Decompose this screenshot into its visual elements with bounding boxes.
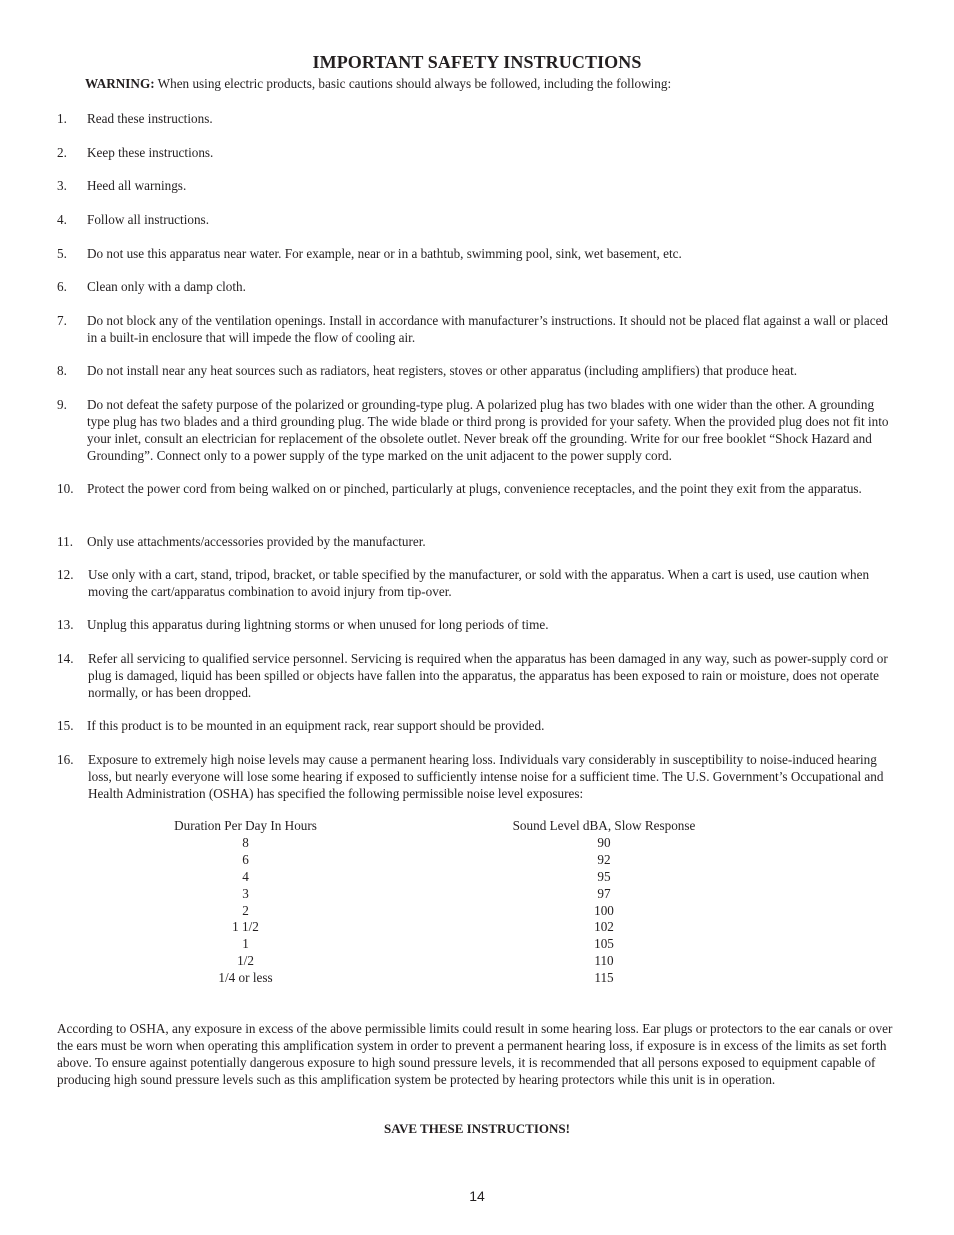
table-cell: 4 (242, 868, 249, 884)
list-item (57, 312, 899, 346)
list-item (57, 211, 899, 228)
closing-paragraph: According to OSHA, any exposure in excess of the above permissible limits could result in some hearing loss. Ear plugs or protectors to the ear canals or over the ears must be worn when operating this amplification system in order to prevent a permanent hearing loss, if exposure is in excess of the limits as set forth above. To ensure against potentially dangerous exposure to high sound pressure levels, it is recommended that all persons exposed to equipment capable of producing high sound pressure levels such as this amplification system be protected by hearing protectors while this unit is in operation. (57, 1021, 893, 1087)
table-cell: 6 (242, 851, 249, 867)
item-text: Protect the power cord from being walked on or pinched, particularly at plugs, convenience receptacles, and the point they exit from the apparatus. (87, 481, 862, 496)
page-title: IMPORTANT SAFETY INSTRUCTIONS (312, 52, 642, 72)
item-number: 15. (57, 718, 74, 733)
item-number: 16. (57, 752, 74, 767)
column-header: Sound Level dBA, Slow Response (512, 818, 696, 833)
item-text: Unplug this apparatus during lightning storms or when unused for long periods of time. (87, 617, 549, 632)
list-item (57, 751, 899, 802)
table-cell: 100 (594, 902, 614, 918)
warning-line (85, 76, 671, 92)
list-item (57, 480, 899, 497)
item-number: 12. (57, 567, 74, 582)
item-text: Do not use this apparatus near water. For example, near or in a bathtub, swimming pool, sink, wet basement, etc. (87, 246, 682, 261)
table-cell: 1/2 (237, 953, 254, 969)
table-cell: 92 (597, 851, 611, 867)
item-number: 8. (57, 363, 67, 378)
table-cell: 3 (242, 885, 249, 901)
list-item (57, 144, 899, 161)
item-number: 11. (57, 534, 73, 549)
item-text: Read these instructions. (87, 111, 213, 126)
table-cell: 90 (597, 834, 611, 850)
list-item (57, 566, 899, 600)
item-text: If this product is to be mounted in an equipment rack, rear support should be provided. (87, 718, 545, 733)
save-instructions-note: SAVE THESE INSTRUCTIONS! (384, 1121, 570, 1136)
list-item (57, 616, 899, 633)
warning-text: When using electric products, basic cautions should always be followed, including the following: (154, 76, 672, 91)
list-item (57, 362, 899, 379)
item-text: Exposure to extremely high noise levels may cause a permanent hearing loss. Individuals vary considerably in susceptibility to noise-induced hearing loss, but nearly everyone will lose some hearing if exposed to sufficiently intense noise for a sufficient time. The U.S. Government’s Occupational and Health Administration (OSHA) has specified the following permissible noise level exposures: (88, 752, 884, 801)
table-cell: 95 (597, 868, 611, 884)
column-header: Duration Per Day In Hours (174, 818, 317, 833)
table-cell: 2 (242, 902, 249, 918)
table-cell: 97 (597, 885, 611, 901)
table-cell: 1 (242, 936, 249, 952)
item-number: 13. (57, 617, 74, 632)
list-item (57, 278, 899, 295)
item-number: 5. (57, 246, 67, 261)
item-text: Clean only with a damp cloth. (87, 279, 246, 294)
item-text: Follow all instructions. (87, 212, 209, 227)
list-item (57, 245, 899, 262)
item-number: 14. (57, 651, 74, 666)
item-number: 3. (57, 178, 67, 193)
item-text: Keep these instructions. (87, 145, 214, 160)
list-item (57, 396, 899, 464)
item-text: Heed all warnings. (87, 178, 187, 193)
item-text: Do not install near any heat sources such as radiators, heat registers, stoves or other apparatus (including amplifiers) that produce heat. (87, 363, 798, 378)
list-item (57, 717, 899, 734)
item-text: Do not block any of the ventilation openings. Install in accordance with manufacturer’s instructions. It should not be placed flat against a wall or placed in a built-in enclosure that will impede the flow of cooling air. (87, 313, 889, 345)
item-text: Refer all servicing to qualified service personnel. Servicing is required when the apparatus has been damaged in any way, such as power-supply cord or plug is damaged, liquid has been spilled or objects have fallen into the apparatus, the apparatus has been exposed to rain or moisture, does not operate normally, or has been dropped. (88, 651, 888, 700)
item-text: Do not defeat the safety purpose of the polarized or grounding-type plug. A polarized plug has two blades with one wider than the other. A grounding type plug has two blades and a third grounding plug. The wide blade or third prong is provided for your safety. When the provided plug does not fit into your inlet, consult an electrician for replacement of the obsolete outlet. Never break off the grounding. Write for our free booklet “Shock Hazard and Grounding”. Connect only to a power supply of the type marked on the unit adjacent to the power supply cord. (87, 397, 889, 463)
table-cell: 102 (594, 919, 614, 935)
table-cell: 8 (242, 834, 249, 850)
table-cell: 115 (594, 970, 614, 986)
item-number: 4. (57, 212, 67, 227)
table-cell: 1/4 or less (218, 970, 273, 986)
list-item (57, 533, 899, 550)
item-number: 10. (57, 481, 74, 496)
list-item (57, 110, 899, 127)
item-number: 2. (57, 145, 67, 160)
duration-column (168, 818, 323, 987)
table-cell: 105 (594, 936, 614, 952)
list-item (57, 177, 899, 194)
item-text: Use only with a cart, stand, tripod, bracket, or table specified by the manufacturer, or sold with the apparatus. When a cart is used, use caution when moving the cart/apparatus combination to avoid injury from tip-over. (88, 567, 870, 599)
warning-label: WARNING: (85, 76, 155, 91)
table-cell: 1 1/2 (232, 919, 259, 935)
item-text: Only use attachments/accessories provided by the manufacturer. (87, 534, 426, 549)
item-number: 9. (57, 397, 67, 412)
item-number: 6. (57, 279, 67, 294)
item-number: 1. (57, 111, 67, 126)
list-item (57, 650, 899, 701)
page-number: 14 (469, 1188, 485, 1204)
item-number: 7. (57, 313, 67, 328)
sound-level-column (505, 818, 703, 987)
table-cell: 110 (594, 953, 614, 969)
